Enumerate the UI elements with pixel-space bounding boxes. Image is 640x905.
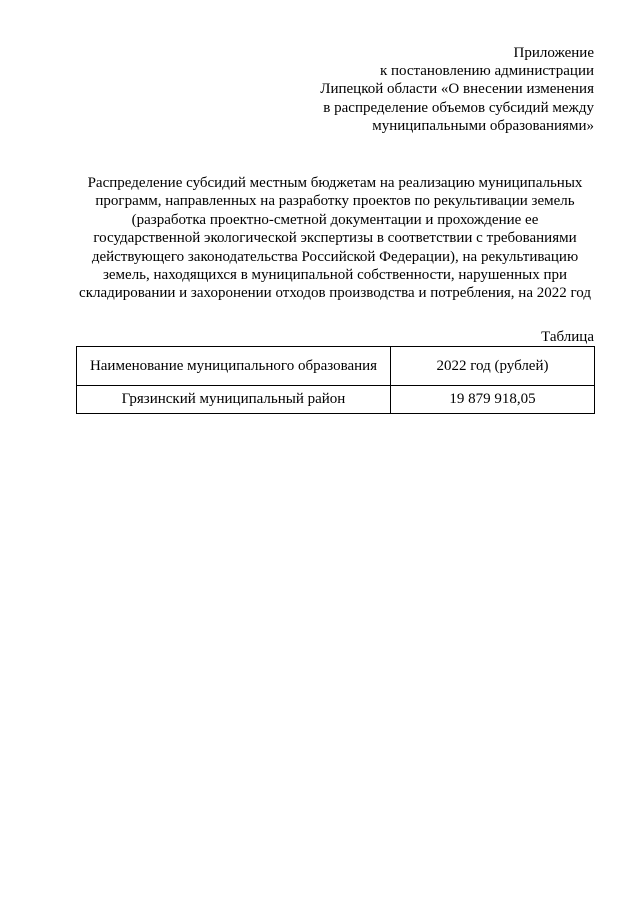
appendix-line: к постановлению администрации xyxy=(379,63,594,80)
cell-amount: 19 879 918,05 xyxy=(391,386,595,414)
appendix-line: в распределение объемов субсидий между xyxy=(323,99,594,116)
subsidy-table xyxy=(76,346,595,414)
heading-line: земель, находящихся в муниципальной собственности, нарушенных при xyxy=(102,267,568,284)
table-caption: Таблица xyxy=(541,329,594,345)
appendix-line: Липецкой области «О внесении изменения xyxy=(320,81,594,98)
heading-line: Распределение субсидий местным бюджетам на реализацию муниципальных xyxy=(87,175,583,191)
table-header-row xyxy=(77,347,595,386)
heading-line: действующего законодательства Российской Федерации), на рекультивацию xyxy=(91,248,579,265)
table-row xyxy=(77,386,595,414)
heading-line: (разработка проектно-сметной документации и прохождение ее xyxy=(131,211,539,228)
heading-line: программ, направленных на разработку проектов по рекультивации земель xyxy=(95,193,575,210)
column-header-municipality: Наименование муниципального образования xyxy=(77,347,391,386)
cell-municipality: Грязинский муниципальный район xyxy=(77,386,391,414)
appendix-line: Приложение xyxy=(513,45,594,61)
column-header-year-amount: 2022 год (рублей) xyxy=(391,347,595,386)
appendix-block xyxy=(254,44,594,135)
heading-line: государственной экологической экспертизы в соответствии с требованиями xyxy=(93,230,577,247)
document-heading xyxy=(70,174,600,303)
heading-line: складировании и захоронении отходов производства и потребления, на 2022 год xyxy=(79,285,591,302)
appendix-line: муниципальными образованиями» xyxy=(372,117,594,134)
